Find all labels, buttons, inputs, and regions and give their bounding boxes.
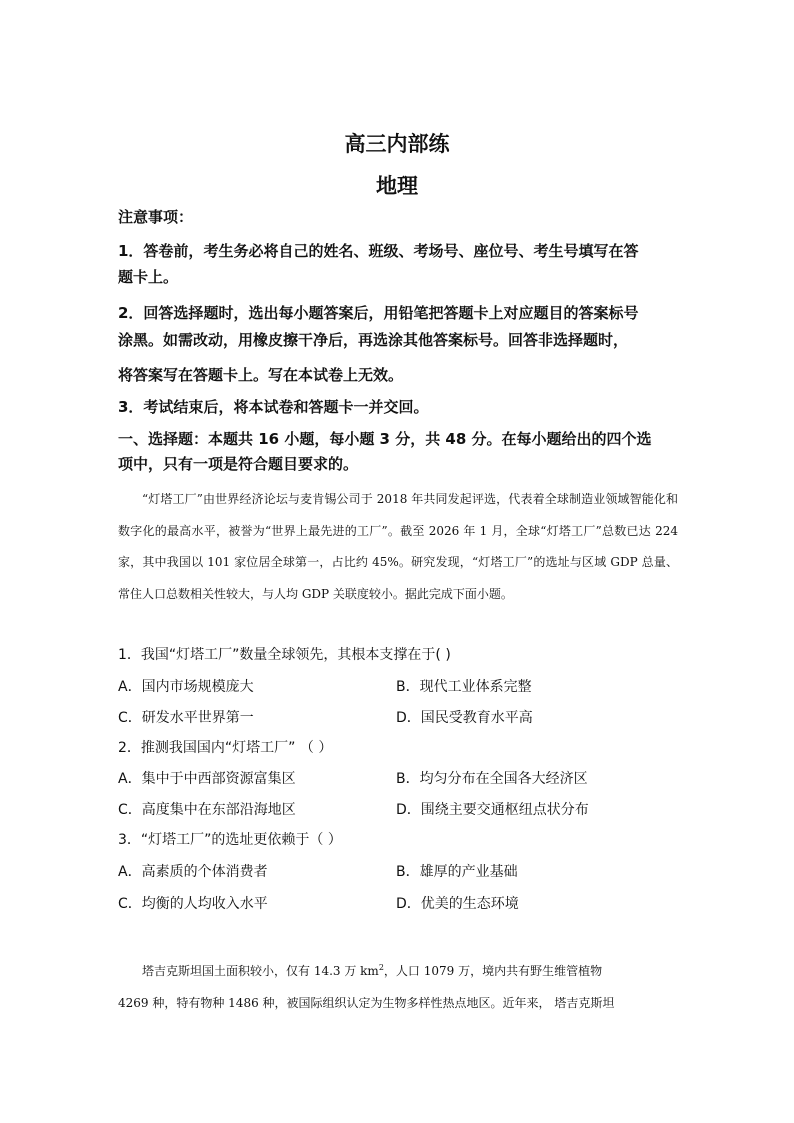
section-heading-line-2: 项中，只有一项是符合题目要求的。 — [118, 455, 359, 473]
notice-item-2-line-2: 涂黑。如需改动，用橡皮擦干净后，再选涂其他答案标号。回答非选择题时， — [118, 331, 629, 349]
question-2-option-b: B．均匀分布在全国各大经济区 — [396, 771, 588, 787]
superscript-2: 2 — [378, 963, 384, 972]
question-2-stem: 2．推测我国国内“灯塔工厂” （ ） — [118, 740, 333, 756]
notice-item-1-line-2: 题卡上。 — [118, 268, 179, 286]
question-1-option-b: B．现代工业体系完整 — [396, 679, 532, 695]
passage-lighthouse-factory — [118, 484, 678, 610]
question-3-option-c: C．均衡的人均收入水平 — [118, 896, 268, 912]
passage-2-line-1-text-a: 塔吉克斯坦国土面积较小，仅有 14.3 万 km — [142, 964, 379, 978]
section-heading-line-1: 一、选择题：本题共 16 小题，每小题 3 分，共 48 分。在每小题给出的四个选 — [118, 430, 652, 448]
passage-2-line-1 — [118, 952, 678, 988]
notice-heading: 注意事项： — [118, 208, 194, 226]
subject-title: 地理 — [376, 173, 418, 198]
passage-tajikistan — [118, 952, 678, 1019]
question-1-option-c: C．研发水平世界第一 — [118, 710, 254, 726]
question-1-option-d: D．国民受教育水平高 — [396, 710, 533, 726]
notice-item-2-line-3: 将答案写在答题卡上。写在本试卷上无效。 — [118, 366, 404, 384]
question-1-option-a: A．国内市场规模庞大 — [118, 679, 254, 695]
question-3-option-b: B．雄厚的产业基础 — [396, 864, 518, 880]
question-1-stem: 1．我国“灯塔工厂”数量全球领先，其根本支撑在于( ) — [118, 647, 451, 663]
question-2-option-d: D．围绕主要交通枢纽点状分布 — [396, 802, 589, 818]
page-title: 高三内部练 — [344, 131, 450, 156]
question-3-option-a: A．高素质的个体消费者 — [118, 864, 268, 880]
passage-text: “灯塔工厂”由世界经济论坛与麦肯锡公司于 2018 年共同发起评选，代表着全球制造业领域智能化和数字化的最高水平，被誉为“世界上最先进的工厂”。截至 2026 年 1 月，全球“灯塔工厂”总数已达 224 家，其中我国以 101 家位居全球第一，占比约 45%。研究发现，“灯塔工厂”的选址与区域 GDP 总量、常住人口总数相关性较大，与人均 GDP 关联度较小。据此完成下面小题。 — [118, 492, 678, 601]
question-3-stem: 3．“灯塔工厂”的选址更依赖于（ ） — [118, 832, 342, 848]
notice-item-1-line-1: 1．答卷前，考生务必将自己的姓名、班级、考场号、座位号、考生号填写在答 — [118, 242, 639, 260]
question-2-option-a: A．集中于中西部资源富集区 — [118, 771, 296, 787]
notice-item-2-line-1: 2．回答选择题时，选出每小题答案后，用铅笔把答题卡上对应题目的答案标号 — [118, 304, 639, 322]
notice-item-3: 3．考试结束后，将本试卷和答题卡一并交回。 — [118, 398, 429, 416]
passage-2-line-2: 4269 种，特有物种 1486 种，被国际组织认定为生物多样性热点地区。近年来， 塔吉克斯坦 — [118, 995, 615, 1010]
question-3-option-d: D．优美的生态环境 — [396, 896, 519, 912]
passage-2-line-1-text-b: ，人口 1079 万，境内共有野生维管植物 — [383, 964, 603, 978]
question-2-option-c: C．高度集中在东部沿海地区 — [118, 802, 296, 818]
